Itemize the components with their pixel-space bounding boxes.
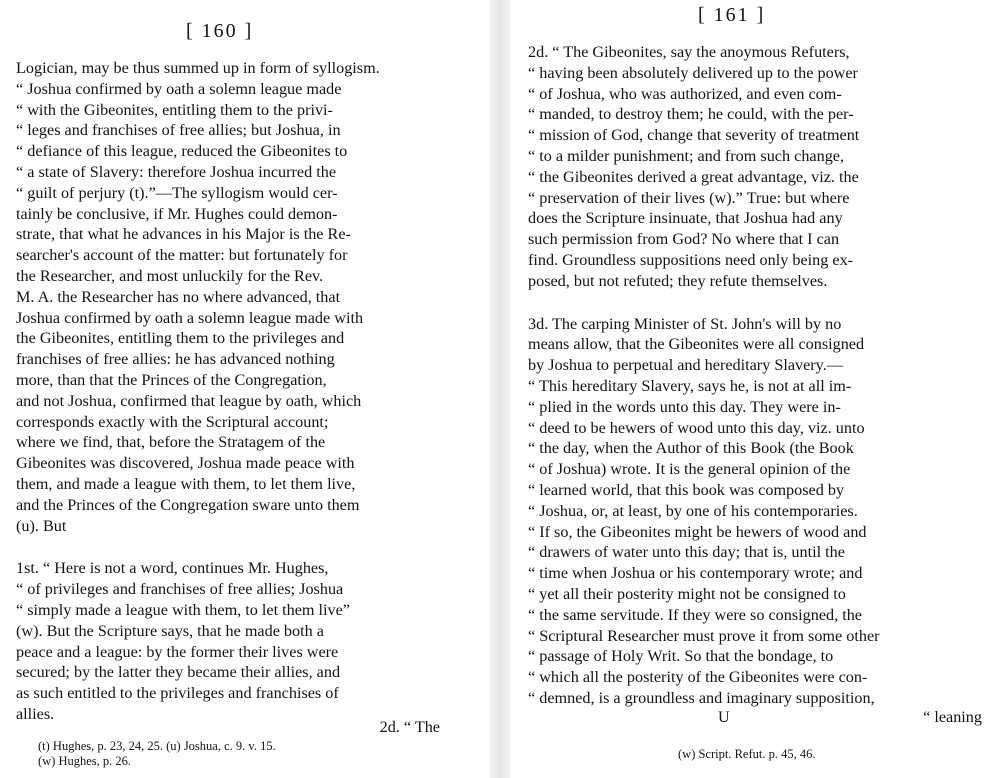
text-line: “ the same servitude. If they were so consigned, the: [528, 605, 862, 624]
text-line: Gibeonites was discovered, Joshua made peace with: [16, 454, 355, 473]
text-line: “ guilt of perjury (t).”—The syllogism would cer-: [16, 183, 338, 202]
book-gutter: [490, 0, 510, 778]
text-line: “ demned, is a groundless and imaginary supposition,: [528, 688, 875, 707]
text-line: “ the Gibeonites derived a great advantage, viz. the: [528, 167, 859, 186]
text-line: 2d. “ The Gibeonites, say the anoymous Refuters,: [528, 43, 850, 61]
text-line: “ manded, to destroy them; he could, with the per-: [528, 105, 854, 124]
text-line: “ of privileges and franchises of free allies; Joshua: [16, 580, 344, 599]
text-line: “ leges and franchises of free allies; but Joshua, in: [16, 121, 341, 140]
footnote-line: (w) Script. Refut. p. 45, 46.: [678, 747, 816, 761]
text-line: “ having been absolutely delivered up to the power: [528, 63, 858, 82]
text-line: by Joshua to perpetual and hereditary Slavery.—: [528, 356, 843, 375]
left-footnotes: [38, 739, 458, 769]
text-line: “ passage of Holy Writ. So that the bondage, to: [528, 647, 834, 666]
text-line: “ This hereditary Slavery, says he, is not at all im-: [528, 376, 852, 395]
text-line: 3d. The carping Minister of St. John's will by no: [528, 314, 842, 333]
text-line: “ the day, when the Author of this Book (the Book: [528, 439, 854, 458]
text-line: “ with the Gibeonites, entitling them to the privi-: [16, 100, 333, 119]
text-line: “ simply made a league with them, to let them live”: [16, 600, 350, 619]
text-line: secured; by the latter they became their allies, and: [16, 663, 341, 682]
left-page: [0, 0, 490, 778]
signature-mark: U: [718, 708, 730, 726]
right-catchword: “ leaning: [923, 708, 982, 726]
text-line: “ time when Joshua or his contemporary wrote; and: [528, 564, 863, 583]
right-footnotes: [678, 747, 998, 762]
text-line: posed, but not refuted; they refute themselves.: [528, 271, 828, 290]
text-line: them, and made a league with them, to let them live,: [16, 474, 356, 493]
text-line: “ a state of Slavery: therefore Joshua incurred the: [16, 162, 337, 181]
text-line: “ Scriptural Researcher must prove it from some other: [528, 626, 880, 645]
text-line: franchises of free allies: he has advanced nothing: [16, 350, 335, 369]
text-line: find. Groundless suppositions need only being ex-: [528, 250, 854, 269]
left-body-text: [16, 58, 448, 725]
right-body-text: [528, 42, 990, 709]
text-line: (u). But: [16, 516, 67, 535]
footnote-line: (t) Hughes, p. 23, 24, 25. (u) Joshua, c. 9. v. 15.: [38, 739, 276, 753]
text-line: “ plied in the words unto this day. They were in-: [528, 397, 841, 416]
paragraph-gap: [16, 536, 448, 558]
text-line: “ Joshua, or, at least, by one of his contemporaries.: [528, 501, 858, 520]
text-line: M. A. the Researcher has no where advanced, that: [16, 287, 341, 306]
text-line: and not Joshua, confirmed that league by oath, which: [16, 391, 362, 410]
page-number-161: [ 161 ]: [698, 4, 766, 26]
text-line: where we find, that, before the Stratagem of the: [16, 433, 326, 452]
text-line: tainly be conclusive, if Mr. Hughes could demon-: [16, 204, 338, 223]
text-line: “ to a milder punishment; and from such change,: [528, 146, 845, 165]
text-line: “ Joshua confirmed by oath a solemn league made: [16, 79, 342, 98]
text-line: does the Scripture insinuate, that Joshua had any: [528, 209, 843, 228]
text-line: “ which all the posterity of the Gibeonites were con-: [528, 668, 868, 687]
text-line: Joshua confirmed by oath a solemn league made with: [16, 308, 364, 327]
text-line: allies.: [16, 704, 55, 723]
text-line: such permission from God? No where that I can: [528, 230, 840, 249]
text-line: peace and a league: by the former their lives were: [16, 642, 339, 661]
footnote-line: (w) Hughes, p. 26.: [38, 754, 132, 768]
text-line: “ If so, the Gibeonites might be hewers of wood and: [528, 522, 867, 541]
text-line: and the Princes of the Congregation sware unto them: [16, 495, 360, 514]
right-page: [510, 0, 1000, 778]
text-line: “ defiance of this league, reduced the Gibeonites to: [16, 142, 348, 161]
text-line: searcher's account of the matter: but fortunately for: [16, 246, 348, 265]
text-line: “ mission of God, change that severity of treatment: [528, 126, 860, 145]
text-line: “ learned world, that this book was composed by: [528, 480, 845, 499]
text-line: corresponds exactly with the Scriptural account;: [16, 412, 329, 431]
text-line: (w). But the Scripture says, that he made both a: [16, 621, 324, 640]
text-line: more, than that the Princes of the Congregation,: [16, 370, 327, 389]
text-line: Logician, may be thus summed up in form of syllogism.: [16, 59, 380, 77]
text-line: the Researcher, and most unluckily for the Rev.: [16, 266, 324, 285]
text-line: strate, that what he advances in his Major is the Re-: [16, 225, 351, 244]
text-line: as such entitled to the privileges and franchises of: [16, 684, 339, 703]
text-line: 1st. “ Here is not a word, continues Mr. Hughes,: [16, 559, 329, 578]
text-line: means allow, that the Gibeonites were all consigned: [528, 335, 865, 354]
page-number-160: [ 160 ]: [186, 20, 254, 42]
text-line: “ yet all their posterity might not be consigned to: [528, 584, 846, 603]
paragraph-gap: [528, 292, 990, 314]
left-catchword: 2d. “ The: [379, 718, 440, 736]
text-line: “ drawers of water unto this day; that is, until the: [528, 543, 845, 562]
text-line: the Gibeonites, entitling them to the privileges and: [16, 329, 345, 348]
text-line: “ of Joshua, who was authorized, and even com-: [528, 84, 842, 103]
text-line: “ deed to be hewers of wood unto this day, viz. unto: [528, 418, 865, 437]
text-line: “ of Joshua) wrote. It is the general opinion of the: [528, 460, 851, 479]
text-line: “ preservation of their lives (w).” True: but where: [528, 188, 850, 207]
